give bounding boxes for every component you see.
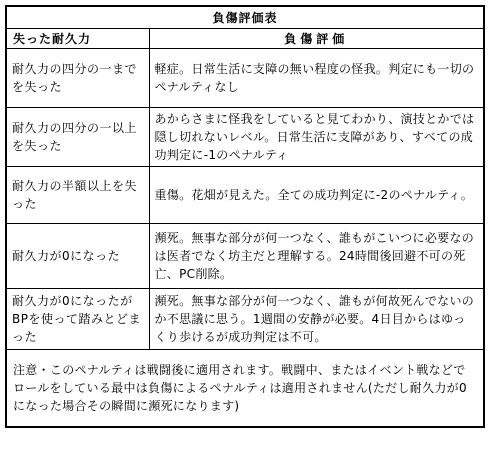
table-row bbox=[6, 224, 484, 289]
row-condition: 耐久力が0になった bbox=[6, 224, 149, 289]
table-row bbox=[6, 108, 484, 167]
table-note: 注意・このペナルティは戦闘後に適用されます。戦闘中、またはイベント戦などでロールをしている最中は負傷によるペナルティは適用されません(ただし耐久力が0になった場合その瞬間に瀕死になります) bbox=[6, 350, 484, 428]
table-title-row bbox=[6, 6, 484, 29]
row-evaluation: 重傷。花畑が見えた。全ての成功判定に-2のペナルティ。 bbox=[149, 167, 484, 224]
injury-evaluation-table bbox=[5, 5, 485, 428]
table-row bbox=[6, 167, 484, 224]
row-condition: 耐久力の半額以上を失った bbox=[6, 167, 149, 224]
row-evaluation: 軽症。日常生活に支障の無い程度の怪我。判定にも一切のペナルティなし bbox=[149, 49, 484, 108]
row-evaluation: 瀕死。無事な部分が何一つなく、誰もがこいつに必要なのは医者でなく坊主だと理解する。24時間後回避不可の死亡、PC削除。 bbox=[149, 224, 484, 289]
table-title: 負傷評価表 bbox=[6, 6, 484, 29]
row-condition: 耐久力が0になったがBPを使って踏みとどまった bbox=[6, 289, 149, 350]
row-evaluation: 瀕死。無事な部分が何一つなく、誰もが何故死んでないのか不思議に思う。1週間の安静が必要。4日目からはゆっくり歩けるが成功判定は不可。 bbox=[149, 289, 484, 350]
header-condition: 失った耐久力 bbox=[6, 29, 149, 49]
row-condition: 耐久力の四分の一までを失った bbox=[6, 49, 149, 108]
note-row bbox=[6, 350, 484, 428]
table-row bbox=[6, 49, 484, 108]
header-evaluation: 負傷評価 bbox=[149, 29, 484, 49]
row-evaluation: あからさまに怪我をしていると見てわかり、演技とかでは隠し切れないレベル。日常生活に支障があり、すべての成功判定に-1のペナルティ bbox=[149, 108, 484, 167]
row-condition: 耐久力の四分の一以上を失った bbox=[6, 108, 149, 167]
table-header-row bbox=[6, 29, 484, 49]
table-row bbox=[6, 289, 484, 350]
